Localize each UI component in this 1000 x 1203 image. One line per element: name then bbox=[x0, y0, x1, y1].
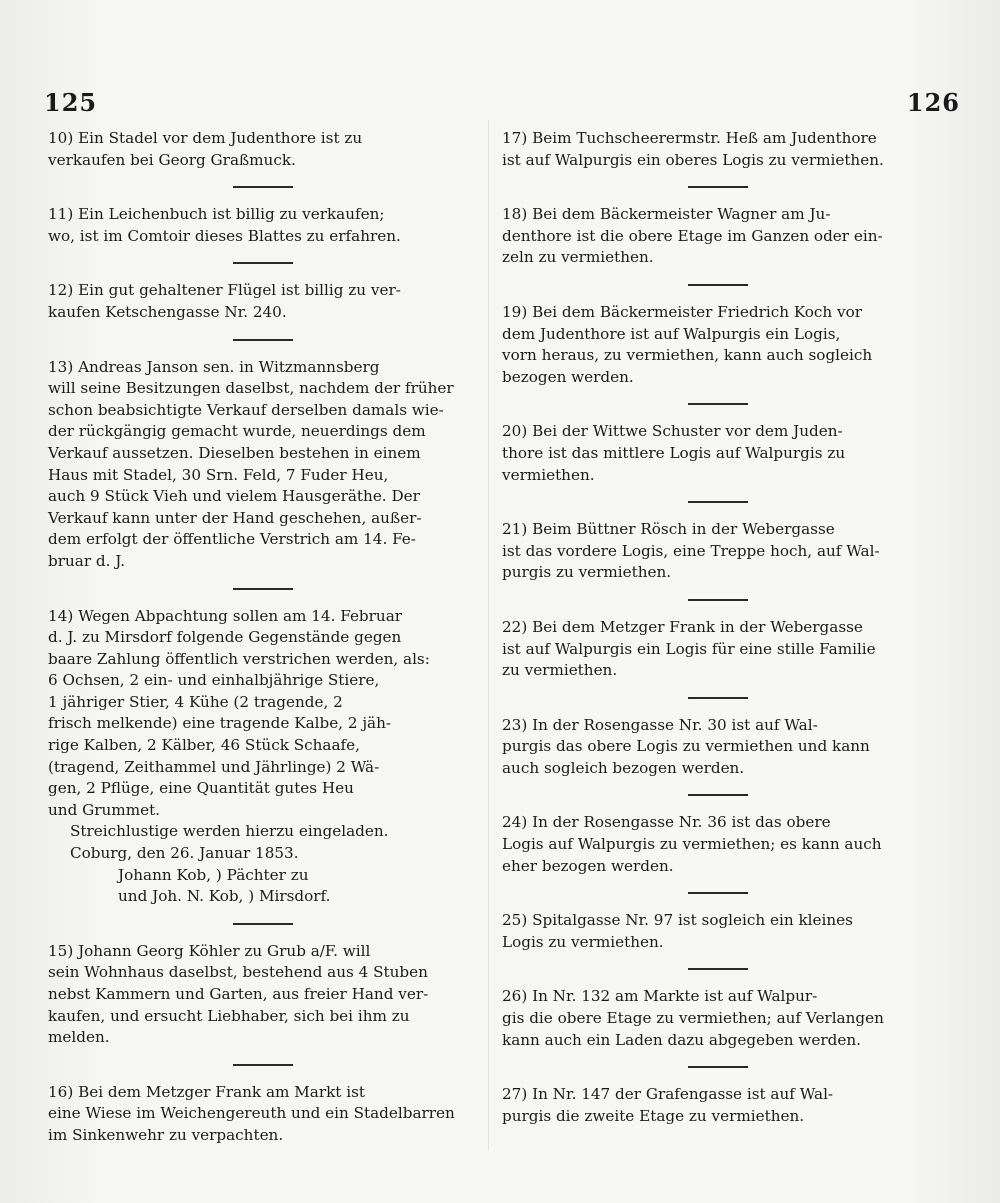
advertisement-ad19 bbox=[502, 302, 934, 388]
text-line: dem erfolgt der öffentliche Verstrich am 14. Fe- bbox=[48, 530, 416, 549]
text-line: eher bezogen werden. bbox=[502, 856, 674, 875]
advertisement-ad21 bbox=[502, 519, 934, 584]
text-line: zu vermiethen. bbox=[502, 661, 618, 680]
advertisement-ad10 bbox=[48, 128, 478, 171]
text-line: Logis auf Walpurgis zu vermiethen; es kann auch bbox=[502, 835, 882, 854]
page-number-left: 125 bbox=[44, 88, 98, 117]
text-line: will seine Besitzungen daselbst, nachdem der früher bbox=[48, 379, 454, 398]
column-gutter bbox=[488, 120, 489, 1150]
advertisement-ad12 bbox=[48, 280, 478, 323]
text-line: dem Judenthore ist auf Walpurgis ein Logis, bbox=[502, 324, 841, 343]
separator-rule bbox=[233, 262, 293, 264]
text-line: 25) Spitalgasse Nr. 97 ist sogleich ein kleines bbox=[502, 911, 853, 930]
separator-rule bbox=[233, 1064, 293, 1066]
text-line: 22) Bei dem Metzger Frank in der Webergasse bbox=[502, 617, 863, 636]
text-line: 16) Bei dem Metzger Frank am Markt ist bbox=[48, 1082, 365, 1101]
text-line: (tragend, Zeithammel und Jährlinge) 2 Wä- bbox=[48, 757, 380, 776]
text-line: sein Wohnhaus daselbst, bestehend aus 4 Stuben bbox=[48, 963, 428, 982]
text-line: ist das vordere Logis, eine Treppe hoch, auf Wal- bbox=[502, 541, 880, 560]
text-line: nebst Kammern und Garten, aus freier Hand ver- bbox=[48, 985, 429, 1003]
text-line: kaufen Ketschengasse Nr. 240. bbox=[48, 302, 287, 321]
text-line: purgis das obere Logis zu vermiethen und kann bbox=[502, 737, 870, 756]
text-line: Verkauf kann unter der Hand geschehen, außer- bbox=[48, 508, 422, 527]
text-line: 11) Ein Leichenbuch ist billig zu verkaufen; bbox=[48, 205, 385, 224]
text-line: Verkauf aussetzen. Dieselben bestehen in einem bbox=[48, 443, 421, 462]
text-line: 20) Bei der Wittwe Schuster vor dem Juden- bbox=[502, 422, 843, 441]
text-line: der rückgängig gemacht wurde, neuerdings dem bbox=[48, 422, 426, 441]
text-line: baare Zahlung öffentlich verstrichen werden, als: bbox=[48, 649, 430, 668]
text-line: 10) Ein Stadel vor dem Judenthore ist zu bbox=[48, 129, 363, 147]
text-line: bruar d. J. bbox=[48, 551, 126, 570]
text-line: 18) Bei dem Bäckermeister Wagner am Ju- bbox=[502, 205, 831, 224]
text-line: 23) In der Rosengasse Nr. 30 ist auf Wal- bbox=[502, 715, 818, 734]
text-line: auch 9 Stück Vieh und vielem Hausgeräthe. Der bbox=[48, 487, 420, 506]
text-line: verkaufen bei Georg Graßmuck. bbox=[48, 150, 296, 169]
advertisement-ad13 bbox=[48, 357, 478, 573]
page-number-right: 126 bbox=[906, 88, 960, 117]
separator-rule bbox=[233, 588, 293, 590]
separator-rule bbox=[688, 697, 748, 699]
separator-rule bbox=[688, 284, 748, 286]
separator-rule bbox=[688, 892, 748, 894]
text-line: schon beabsichtigte Verkauf derselben damals wie- bbox=[48, 400, 444, 419]
separator-rule bbox=[688, 968, 748, 970]
text-line: vermiethen. bbox=[502, 465, 595, 484]
separator-rule bbox=[233, 923, 293, 925]
text-line: auch sogleich bezogen werden. bbox=[502, 758, 745, 777]
text-line: denthore ist die obere Etage im Ganzen oder ein- bbox=[502, 226, 883, 245]
text-line: 15) Johann Georg Köhler zu Grub a/F. will bbox=[48, 941, 371, 960]
text-line: vorn heraus, zu vermiethen, kann auch sogleich bbox=[502, 346, 873, 365]
advertisement-ad20 bbox=[502, 421, 934, 486]
text-line: 12) Ein gut gehaltener Flügel ist billig zu ver- bbox=[48, 281, 401, 300]
separator-rule bbox=[688, 501, 748, 503]
separator-rule bbox=[688, 599, 748, 601]
advertisement-ad14 bbox=[48, 606, 478, 908]
text-line: purgis zu vermiethen. bbox=[502, 563, 672, 582]
separator-rule bbox=[688, 794, 748, 796]
advertisement-ad15 bbox=[48, 941, 478, 1049]
advertisement-ad27 bbox=[502, 1084, 934, 1127]
advertisement-ad24 bbox=[502, 812, 934, 877]
text-line: melden. bbox=[48, 1028, 110, 1047]
text-line: 14) Wegen Abpachtung sollen am 14. Februar bbox=[48, 606, 403, 625]
text-line: thore ist das mittlere Logis auf Walpurgis zu bbox=[502, 443, 846, 462]
text-line: gen, 2 Pflüge, eine Quantität gutes Heu bbox=[48, 779, 354, 798]
text-line: Streichlustige werden hierzu eingeladen. bbox=[70, 822, 389, 841]
text-line: 17) Beim Tuchscheerermstr. Heß am Judenthore bbox=[502, 129, 877, 147]
separator-rule bbox=[688, 1066, 748, 1068]
text-line: 21) Beim Büttner Rösch in der Webergasse bbox=[502, 520, 835, 539]
text-line: 13) Andreas Janson sen. in Witzmannsberg bbox=[48, 357, 380, 376]
left-column bbox=[48, 128, 478, 1147]
advertisement-ad23 bbox=[502, 715, 934, 780]
advertisement-ad22 bbox=[502, 617, 934, 682]
advertisement-ad25 bbox=[502, 910, 934, 953]
text-line: im Sinkenwehr zu verpachten. bbox=[48, 1125, 284, 1144]
text-line: und Grummet. bbox=[48, 800, 161, 819]
advertisement-ad17 bbox=[502, 128, 934, 171]
text-line: zeln zu vermiethen. bbox=[502, 248, 654, 267]
separator-rule bbox=[688, 186, 748, 188]
text-line: 19) Bei dem Bäckermeister Friedrich Koch vor bbox=[502, 302, 863, 321]
text-line: 27) In Nr. 147 der Grafengasse ist auf Wal- bbox=[502, 1085, 834, 1104]
text-line: gis die obere Etage zu vermiethen; auf Verlangen bbox=[502, 1009, 884, 1028]
text-line: ist auf Walpurgis ein oberes Logis zu vermiethen. bbox=[502, 150, 884, 169]
text-line: 24) In der Rosengasse Nr. 36 ist das obere bbox=[502, 813, 831, 832]
text-line: kaufen, und ersucht Liebhaber, sich bei ihm zu bbox=[48, 1006, 410, 1025]
text-line: Coburg, den 26. Januar 1853. bbox=[70, 844, 299, 863]
text-line: und Joh. N. Kob, ) Mirsdorf. bbox=[118, 887, 331, 906]
text-line: 26) In Nr. 132 am Markte ist auf Walpur- bbox=[502, 987, 818, 1006]
separator-rule bbox=[233, 186, 293, 188]
text-line: ist auf Walpurgis ein Logis für eine stille Familie bbox=[502, 639, 876, 658]
text-line: rige Kalben, 2 Kälber, 46 Stück Schaafe, bbox=[48, 736, 360, 755]
text-line: wo, ist im Comtoir dieses Blattes zu erfahren. bbox=[48, 226, 401, 245]
text-line: kann auch ein Laden dazu abgegeben werden. bbox=[502, 1030, 861, 1049]
separator-rule bbox=[233, 339, 293, 341]
text-line: 6 Ochsen, 2 ein- und einhalbjährige Stiere, bbox=[48, 671, 380, 690]
right-column bbox=[502, 128, 934, 1127]
text-line: bezogen werden. bbox=[502, 367, 634, 386]
text-line: eine Wiese im Weichengereuth und ein Stadelbarren bbox=[48, 1104, 455, 1123]
advertisement-ad26 bbox=[502, 986, 934, 1051]
text-line: Logis zu vermiethen. bbox=[502, 932, 664, 951]
text-line: Haus mit Stadel, 30 Srn. Feld, 7 Fuder Heu, bbox=[48, 465, 389, 484]
text-line: d. J. zu Mirsdorf folgende Gegenstände gegen bbox=[48, 628, 402, 647]
text-line: purgis die zweite Etage zu vermiethen. bbox=[502, 1106, 805, 1125]
text-line: frisch melkende) eine tragende Kalbe, 2 jäh- bbox=[48, 714, 392, 733]
advertisement-ad16 bbox=[48, 1082, 478, 1147]
advertisement-ad18 bbox=[502, 204, 934, 269]
text-line: Johann Kob, ) Pächter zu bbox=[118, 865, 309, 884]
advertisement-ad11 bbox=[48, 204, 478, 247]
separator-rule bbox=[688, 403, 748, 405]
text-line: 1 jähriger Stier, 4 Kühe (2 tragende, 2 bbox=[48, 692, 343, 711]
